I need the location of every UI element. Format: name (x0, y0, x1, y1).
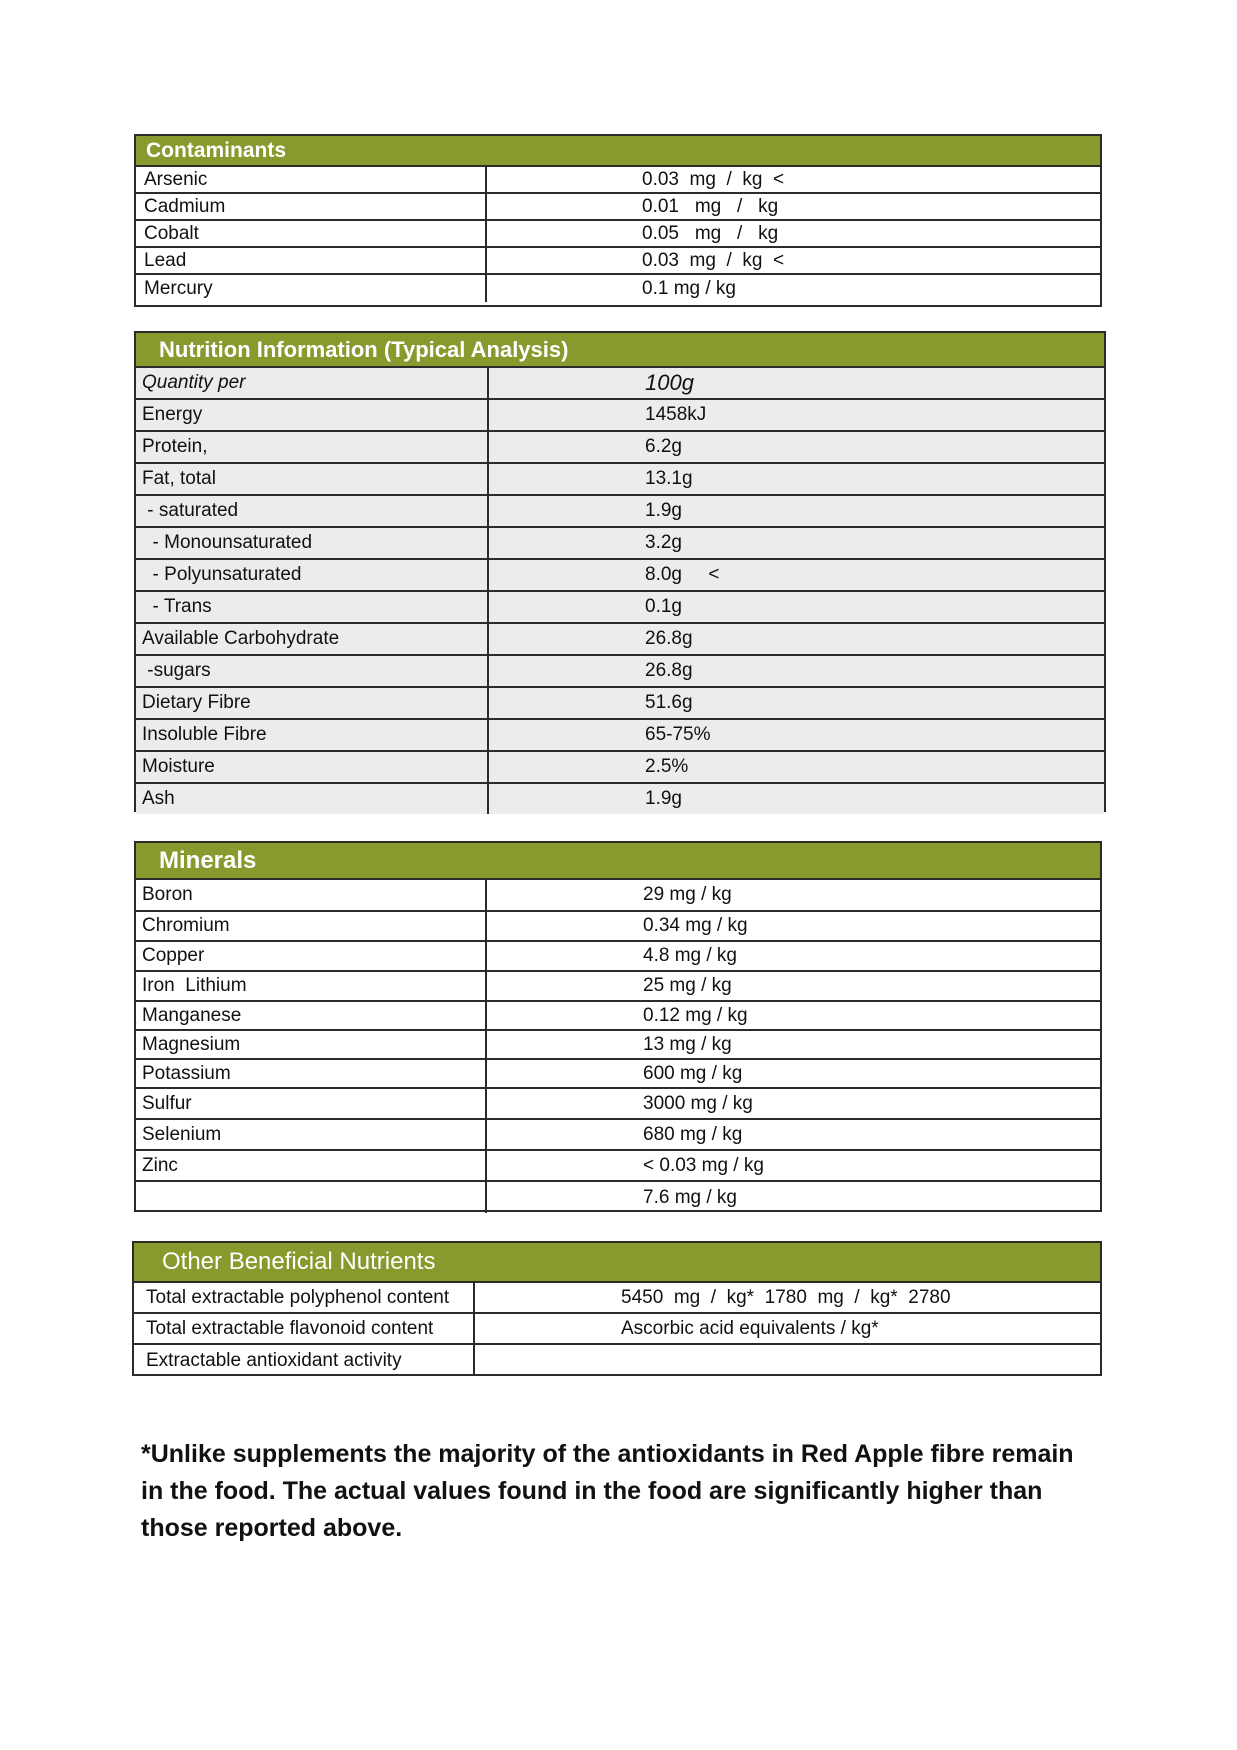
minerals-name: Copper (142, 945, 205, 966)
other-value-cell (475, 1314, 1100, 1343)
nutrition-value-cell (489, 432, 1104, 462)
minerals-value-cell (487, 1151, 1100, 1180)
contaminants-value-cell (487, 275, 1100, 302)
nutrition-value-cell (489, 496, 1104, 526)
nutrition-name-cell (136, 400, 489, 430)
nutrition-name-cell (136, 752, 489, 782)
minerals-value-cell (487, 972, 1100, 1000)
contaminants-table (134, 134, 1102, 307)
nutrition-name-cell (136, 656, 489, 686)
minerals-row (136, 1002, 1100, 1031)
nutrition-value: 6.2g (645, 436, 682, 457)
minerals-name-cell (136, 1182, 487, 1213)
other-row (134, 1345, 1100, 1376)
minerals-row (136, 1031, 1100, 1060)
footnote: *Unlike supplements the majority of the antioxidants in Red Apple fibre remain in the food. The actual values found in the food are significantly higher than those reported above. (141, 1440, 1074, 1542)
nutrition-row (136, 496, 1104, 528)
nutrition-name-cell (136, 624, 489, 654)
contaminants-title: Contaminants (146, 138, 287, 162)
nutrition-value: 65-75% (645, 724, 711, 745)
nutrition-name-cell (136, 720, 489, 750)
other-nutrients-title: Other Beneficial Nutrients (162, 1248, 436, 1275)
nutrition-name: Protein, (142, 436, 208, 457)
nutrition-name: - Monounsaturated (142, 532, 313, 553)
minerals-row (136, 1120, 1100, 1151)
minerals-name: Magnesium (142, 1033, 241, 1055)
nutrition-value-cell (489, 688, 1104, 718)
contaminants-row (136, 248, 1100, 275)
other-value-cell (475, 1283, 1100, 1312)
minerals-name-cell (136, 1151, 487, 1180)
minerals-name: Sulfur (142, 1092, 192, 1114)
nutrition-title: Nutrition Information (Typical Analysis) (159, 336, 569, 362)
nutrition-value-cell (489, 592, 1104, 622)
contaminants-name: Arsenic (144, 168, 208, 190)
nutrition-value: 1458kJ (645, 404, 707, 425)
minerals-name: Zinc (142, 1154, 178, 1176)
nutrition-name-cell (136, 688, 489, 718)
minerals-value: 0.34 mg / kg (643, 915, 748, 936)
other-value-cell (475, 1345, 1100, 1376)
minerals-row (136, 880, 1100, 912)
minerals-name: Selenium (142, 1123, 222, 1145)
nutrition-value: 100g (645, 370, 694, 395)
nutrition-name-cell (136, 528, 489, 558)
minerals-table (134, 841, 1102, 1212)
nutrition-row (136, 432, 1104, 464)
nutrition-name-cell (136, 464, 489, 494)
nutrition-name-cell (136, 592, 489, 622)
minerals-value-cell (487, 942, 1100, 970)
contaminants-name-cell (136, 194, 487, 219)
other-name: Total extractable flavonoid content (146, 1317, 434, 1339)
contaminants-name: Mercury (144, 277, 213, 299)
minerals-name-cell (136, 1089, 487, 1118)
other-nutrients-header (134, 1243, 1100, 1283)
other-name: Total extractable polyphenol content (146, 1286, 450, 1308)
nutrition-row (136, 368, 1104, 400)
minerals-name-cell (136, 880, 487, 910)
minerals-row (136, 1182, 1100, 1213)
minerals-row (136, 942, 1100, 972)
nutrition-row (136, 592, 1104, 624)
contaminants-value: 0.1 mg / kg (642, 277, 736, 299)
contaminants-row (136, 167, 1100, 194)
nutrition-name-cell (136, 560, 489, 590)
minerals-value-cell (487, 1002, 1100, 1029)
nutrition-header (136, 333, 1104, 368)
nutrition-row (136, 464, 1104, 496)
nutrition-row (136, 720, 1104, 752)
nutrition-value-cell (489, 784, 1104, 814)
minerals-value: 13 mg / kg (643, 1033, 732, 1055)
contaminants-row (136, 275, 1100, 302)
minerals-value: 600 mg / kg (643, 1062, 743, 1084)
minerals-value-cell (487, 1060, 1100, 1087)
nutrition-value: 8.0g < (645, 564, 720, 585)
minerals-name: Potassium (142, 1062, 231, 1084)
nutrition-name-cell (136, 496, 489, 526)
minerals-name-cell (136, 972, 487, 1000)
nutrition-name: Fat, total (142, 468, 216, 489)
contaminants-name-cell (136, 275, 487, 302)
other-name-cell (134, 1283, 475, 1312)
contaminants-value: 0.05 mg / kg (642, 222, 779, 244)
nutrition-row (136, 784, 1104, 814)
minerals-row (136, 1060, 1100, 1089)
other-nutrients-table (132, 1241, 1102, 1376)
nutrition-value-cell (489, 528, 1104, 558)
contaminants-value: 0.03 mg / kg < (642, 249, 785, 271)
minerals-value: 7.6 mg / kg (643, 1186, 737, 1208)
contaminants-value: 0.01 mg / kg (642, 195, 779, 217)
nutrition-value-cell (489, 752, 1104, 782)
nutrition-row (136, 688, 1104, 720)
minerals-value: < 0.03 mg / kg (643, 1154, 764, 1176)
minerals-value: 25 mg / kg (643, 975, 732, 996)
minerals-value-cell (487, 1031, 1100, 1058)
other-value: Ascorbic acid equivalents / kg* (621, 1317, 879, 1339)
minerals-row (136, 1151, 1100, 1182)
nutrition-value: 1.9g (645, 500, 682, 521)
nutrition-row (136, 560, 1104, 592)
nutrition-row (136, 752, 1104, 784)
nutrition-table (134, 331, 1106, 812)
nutrition-value: 26.8g (645, 628, 693, 649)
minerals-name-cell (136, 1002, 487, 1029)
minerals-header (136, 843, 1100, 880)
nutrition-value-cell (489, 368, 1104, 398)
minerals-name-cell (136, 942, 487, 970)
nutrition-name: Insoluble Fibre (142, 724, 267, 745)
minerals-name: Chromium (142, 915, 230, 936)
nutrition-value: 51.6g (645, 692, 693, 713)
contaminants-value-cell (487, 221, 1100, 246)
nutrition-name: Moisture (142, 756, 215, 777)
nutrition-value: 2.5% (645, 756, 689, 777)
contaminants-value-cell (487, 194, 1100, 219)
minerals-row (136, 972, 1100, 1002)
nutrition-row (136, 528, 1104, 560)
contaminants-value-cell (487, 167, 1100, 192)
other-row (134, 1314, 1100, 1345)
nutrition-name: Dietary Fibre (142, 692, 251, 713)
minerals-value-cell (487, 912, 1100, 940)
nutrition-name-cell (136, 432, 489, 462)
nutrition-value: 0.1g (645, 596, 682, 617)
minerals-value-cell (487, 1089, 1100, 1118)
nutrition-row (136, 624, 1104, 656)
nutrition-name: -sugars (142, 660, 211, 681)
minerals-value-cell (487, 1182, 1100, 1213)
contaminants-row (136, 194, 1100, 221)
minerals-value: 3000 mg / kg (643, 1092, 753, 1114)
nutrition-value: 13.1g (645, 468, 693, 489)
contaminants-name-cell (136, 167, 487, 192)
nutrition-name: Available Carbohydrate (142, 628, 340, 649)
minerals-title: Minerals (159, 846, 257, 874)
nutrition-value-cell (489, 656, 1104, 686)
nutrition-name: - Polyunsaturated (142, 564, 302, 585)
contaminants-name: Cadmium (144, 195, 226, 217)
nutrition-name: Quantity per (142, 372, 246, 393)
contaminants-value-cell (487, 248, 1100, 273)
nutrition-name: Ash (142, 788, 175, 809)
other-value: 5450 mg / kg* 1780 mg / kg* 2780 (621, 1286, 951, 1308)
contaminants-header (136, 136, 1100, 167)
minerals-value-cell (487, 1120, 1100, 1149)
minerals-name-cell (136, 1031, 487, 1058)
other-name-cell (134, 1345, 475, 1376)
minerals-name: Boron (142, 884, 193, 905)
minerals-name-cell (136, 1120, 487, 1149)
minerals-name-cell (136, 1060, 487, 1087)
nutrition-value-cell (489, 624, 1104, 654)
contaminants-value: 0.03 mg / kg < (642, 168, 785, 190)
minerals-value: 29 mg / kg (643, 884, 732, 905)
minerals-name-cell (136, 912, 487, 940)
nutrition-value: 1.9g (645, 788, 682, 809)
minerals-row (136, 1089, 1100, 1120)
nutrition-value: 26.8g (645, 660, 693, 681)
minerals-value: 680 mg / kg (643, 1123, 743, 1145)
minerals-value-cell (487, 880, 1100, 910)
contaminants-name: Cobalt (144, 222, 199, 244)
minerals-value: 4.8 mg / kg (643, 945, 737, 966)
minerals-name: Iron Lithium (142, 975, 247, 996)
nutrition-value-cell (489, 560, 1104, 590)
contaminants-name-cell (136, 248, 487, 273)
nutrition-value: 3.2g (645, 532, 682, 553)
minerals-row (136, 912, 1100, 942)
nutrition-name: - saturated (142, 500, 239, 521)
nutrition-row (136, 656, 1104, 688)
nutrition-name-cell (136, 368, 489, 398)
nutrition-name: - Trans (142, 596, 212, 617)
contaminants-row (136, 221, 1100, 248)
contaminants-name-cell (136, 221, 487, 246)
nutrition-name: Energy (142, 404, 203, 425)
nutrition-value-cell (489, 464, 1104, 494)
other-row (134, 1283, 1100, 1314)
nutrition-value-cell (489, 720, 1104, 750)
nutrition-row (136, 400, 1104, 432)
nutrition-name-cell (136, 784, 489, 814)
other-name: Extractable antioxidant activity (146, 1349, 402, 1371)
other-name-cell (134, 1314, 475, 1343)
minerals-name: Manganese (142, 1004, 242, 1026)
minerals-value: 0.12 mg / kg (643, 1004, 748, 1026)
contaminants-name: Lead (144, 249, 187, 271)
nutrition-value-cell (489, 400, 1104, 430)
